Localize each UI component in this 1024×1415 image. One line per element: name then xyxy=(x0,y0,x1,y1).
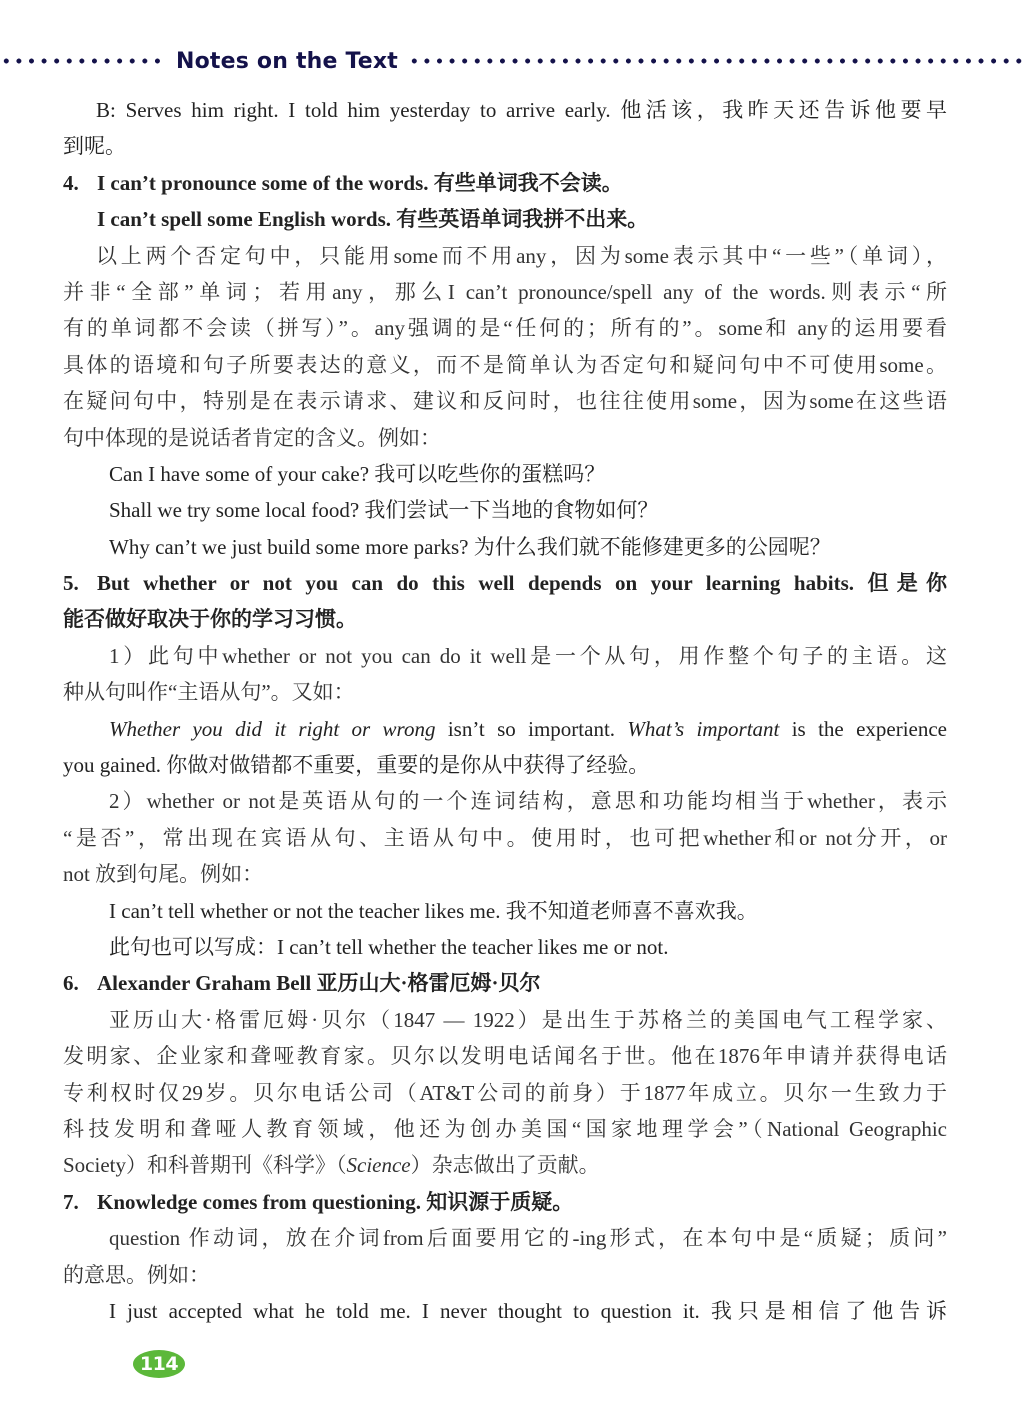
text-line: not 放到句尾。例如： xyxy=(63,862,264,887)
notes-body xyxy=(63,92,947,1329)
example-line: I just accepted what he told me. I never thought to question it. 我只是相信了他告诉 xyxy=(109,1298,947,1323)
note-sentence: But whether or not you can do this well depends on your learning habits. 但是你 xyxy=(97,571,947,596)
example-line: 此句也可以写成：I can’t tell whether the teacher likes me or not. xyxy=(109,934,669,959)
note-sentence: Knowledge comes from questioning. 知识源于质疑。 xyxy=(97,1189,574,1214)
note-4-heading xyxy=(63,165,947,201)
text-line: 以上两个否定句中，只能用some而不用any，因为some表示其中“一些”（单词）， xyxy=(96,243,947,268)
example-line: Shall we try some local food? 我们尝试一下当地的食物如何？ xyxy=(109,498,659,523)
text-line: 到呢。 xyxy=(63,134,126,159)
page-number-badge: 114 xyxy=(133,1350,185,1378)
section-header xyxy=(0,44,1024,78)
text-line: you gained. 你做对做错都不重要，重要的是你从中获得了经验。 xyxy=(63,753,650,778)
note-number: 4. xyxy=(63,170,79,195)
note-sentence: Alexander Graham Bell 亚历山大·格雷厄姆·贝尔 xyxy=(97,971,541,996)
text-line: 亚历山大·格雷厄姆·贝尔（1847 — 1922）是出生于苏格兰的美国电气工程学家、 xyxy=(109,1007,947,1032)
note-number: 5. xyxy=(63,571,79,596)
text-run: Society）和科普期刊《科学》（ xyxy=(63,1153,347,1178)
note-number: 6. xyxy=(63,971,79,996)
italic-clause: What’s important xyxy=(627,716,780,741)
note-number: 7. xyxy=(63,1189,79,1214)
text-line: 科技发明和聋哑人教育领域，他还为创办美国“国家地理学会”（National Geographic xyxy=(63,1116,947,1141)
note-7-heading xyxy=(63,1184,947,1220)
note-5-heading xyxy=(63,565,947,601)
italic-title: Science xyxy=(346,1153,411,1178)
text-line: 1）此句中whether or not you can do it well是一个从句，用作整个句子的主语。这 xyxy=(109,643,947,668)
text-line: 发明家、企业家和聋哑教育家。贝尔以发明电话闻名于世。他在1876年申请并获得电话 xyxy=(63,1044,947,1069)
note-sentence: I can’t pronounce some of the words. 有些单词我不会读。 xyxy=(97,170,623,195)
text-line: 2）whether or not是英语从句的一个连词结构，意思和功能均相当于whether，表示 xyxy=(109,789,947,814)
text-line: 专利权时仅29岁。贝尔电话公司（AT&T公司的前身）于1877年成立。贝尔一生致力于 xyxy=(63,1080,947,1105)
text-run: isn’t so important. xyxy=(435,716,628,741)
example-line: Can I have some of your cake? 我可以吃些你的蛋糕吗？ xyxy=(109,461,606,486)
example-line: I can’t tell whether or not the teacher likes me. 我不知道老师喜不喜欢我。 xyxy=(109,898,758,923)
dotted-rule-right xyxy=(408,58,1024,64)
section-title: Notes on the Text xyxy=(176,48,399,74)
note-5-heading-cont: 能否做好取决于你的学习习惯。 xyxy=(63,607,357,632)
text-line: 有的单词都不会读（拼写）”。any强调的是“任何的；所有的”。some和 any的运用要看 xyxy=(63,316,947,341)
text-line xyxy=(63,1147,947,1183)
text-run: ）杂志做出了贡献。 xyxy=(410,1153,600,1178)
italic-clause: Whether you did it right or wrong xyxy=(109,716,436,741)
text-line: 并非“全部”单词；若用any，那么I can’t pronounce/spell any of the words.则表示“所 xyxy=(63,279,947,304)
text-line: 具体的语境和句子所要表达的意义，而不是简单认为否定句和疑问句中不可使用some。 xyxy=(63,352,947,377)
dotted-rule-left xyxy=(0,58,166,64)
text-line: 的意思。例如： xyxy=(63,1262,210,1287)
text-line: B: Serves him right. I told him yesterday to arrive early. 他活该，我昨天还告诉他要早 xyxy=(96,98,947,122)
note-6-heading xyxy=(63,965,947,1001)
text-line: 种从句叫作“主语从句”。又如： xyxy=(63,680,355,705)
text-run: is the experience xyxy=(779,716,948,741)
example-line: Why can’t we just build some more parks? 为什么我们就不能修建更多的公园呢？ xyxy=(109,534,831,559)
text-line: 在疑问句中，特别是在表示请求、建议和反问时，也往往使用some，因为some在这些语 xyxy=(63,389,947,414)
note-4-sentence-2: I can’t spell some English words. 有些英语单词我拼不出来。 xyxy=(97,207,649,232)
text-line: 句中体现的是说话者肯定的含义。例如： xyxy=(63,425,441,450)
example-line xyxy=(63,711,947,747)
text-line: “是否”，常出现在宾语从句、主语从句中。使用时，也可把whether和or not分开，or xyxy=(63,825,947,850)
text-line: question 作动词，放在介词from后面要用它的-ing形式，在本句中是“质疑；质问” xyxy=(109,1226,947,1251)
